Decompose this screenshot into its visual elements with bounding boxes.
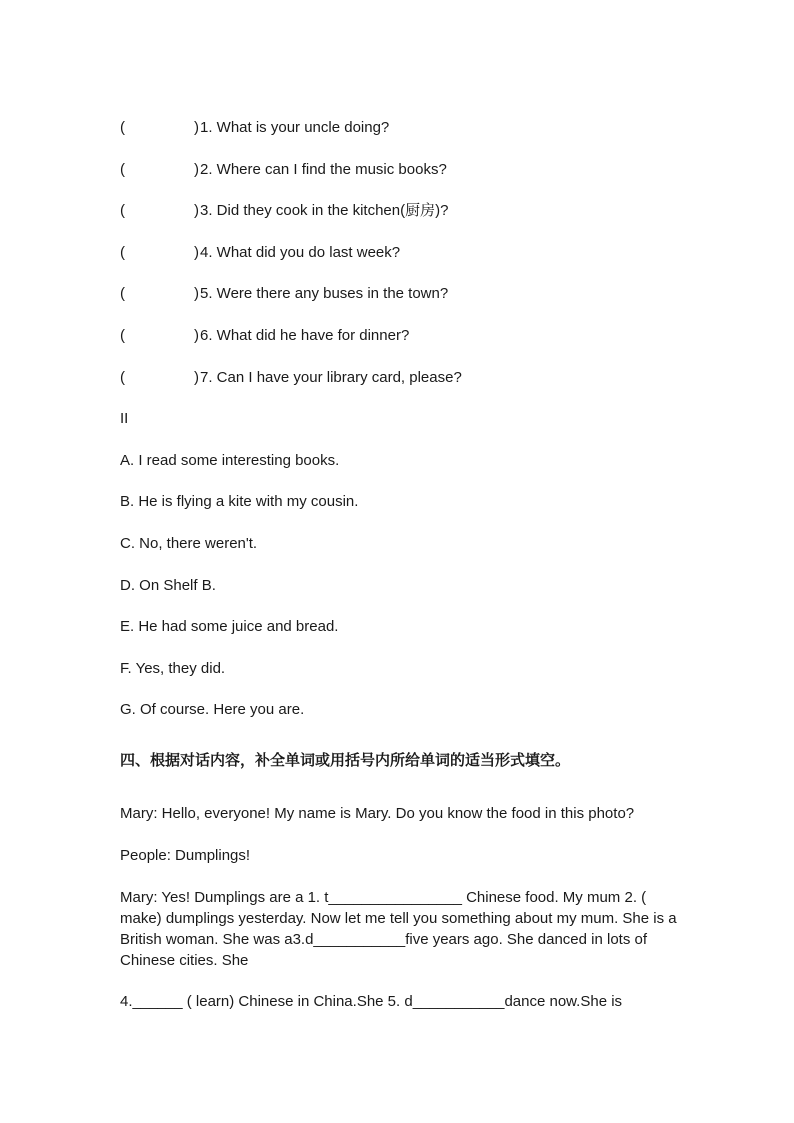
answer-option-a: A. I read some interesting books. [120,452,340,469]
dialogue-line-2: People: Dumplings! [120,847,251,864]
dialogue-line-3: Mary: Yes! Dumplings are a 1. t________________ Chinese food. My mum 2. ( make) dumplings yesterday. Now let me tell you something about my mum. She is a British woman. She was a3.d___________five years ago. She danced in lots of Chinese cities. She [120,889,677,969]
answer-blank-close: ) [194,327,199,344]
answer-blank-close: ) [194,285,199,302]
answer-blank-open: ( [120,161,125,178]
answer-blank-open: ( [120,327,125,344]
answer-option-c: C. No, there weren't. [120,535,258,552]
question-5 [120,284,720,304]
answer-option-e: E. He had some juice and bread. [120,618,339,635]
question-6 [120,326,720,346]
question-text: 6. What did he have for dinner? [200,327,410,344]
answer-blank-open: ( [120,244,125,261]
answer-blank-close: ) [194,369,199,386]
dialogue-line-1: Mary: Hello, everyone! My name is Mary. Do you know the food in this photo? [120,805,635,822]
dialogue-line-4: 4.______ ( learn) Chinese in China.She 5. d___________dance now.She is [120,993,623,1010]
answer-option-f: F. Yes, they did. [120,660,226,677]
answer-blank-close: ) [194,161,199,178]
answer-blank-open: ( [120,285,125,302]
answer-option-g: G. Of course. Here you are. [120,701,305,718]
question-text: 1. What is your uncle doing? [200,119,390,136]
question-4 [120,243,720,263]
answer-blank-close: ) [194,119,199,136]
section-4-heading: 四、根据对话内容，补全单词或用括号内所给单词的适当形式填空。 [120,751,571,769]
section-marker: II [120,410,129,427]
answer-blank-open: ( [120,202,125,219]
question-text: 3. Did they cook in the kitchen(厨房)? [200,202,449,219]
answer-blank-close: ) [194,202,199,219]
answer-blank-open: ( [120,369,125,386]
answer-option-b: B. He is flying a kite with my cousin. [120,493,359,510]
answer-blank-close: ) [194,244,199,261]
question-7 [120,368,720,388]
question-text: 5. Were there any buses in the town? [200,285,449,302]
question-1 [120,118,720,138]
question-text: 2. Where can I find the music books? [200,161,447,178]
answer-blank-open: ( [120,119,125,136]
question-2 [120,160,720,180]
answer-option-d: D. On Shelf B. [120,577,216,594]
question-text: 7. Can I have your library card, please? [200,369,462,386]
question-3 [120,201,720,221]
question-text: 4. What did you do last week? [200,244,401,261]
